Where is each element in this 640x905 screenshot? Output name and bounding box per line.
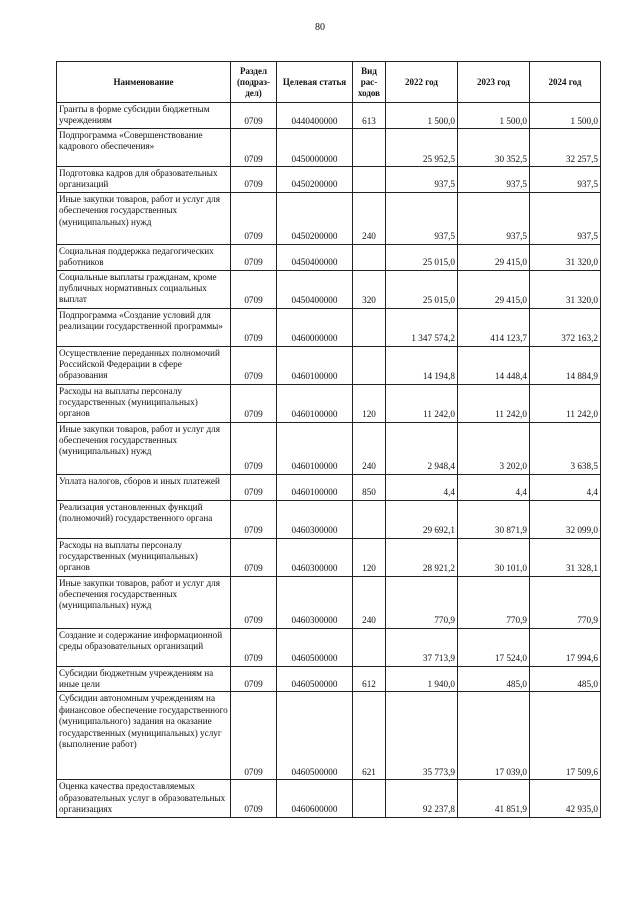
table-cell-expense-type bbox=[353, 500, 386, 538]
table-cell-2024: 31 328,1 bbox=[530, 538, 601, 576]
table-cell-section: 0709 bbox=[231, 780, 277, 817]
table-cell-article: 0460500000 bbox=[277, 666, 353, 692]
table-row bbox=[57, 628, 601, 666]
table-cell-2023: 41 851,9 bbox=[458, 780, 530, 817]
header-2022: 2022 год bbox=[386, 62, 458, 103]
table-cell-2023: 14 448,4 bbox=[458, 346, 530, 384]
table-cell-expense-type: 850 bbox=[353, 474, 386, 500]
table-cell-section: 0709 bbox=[231, 474, 277, 500]
table-cell-name: Уплата налогов, сборов и иных платежей bbox=[57, 474, 231, 500]
page-number: 80 bbox=[315, 22, 325, 33]
table-cell-article: 0450200000 bbox=[277, 167, 353, 193]
table-cell-2022: 937,5 bbox=[386, 192, 458, 244]
table-cell-section: 0709 bbox=[231, 692, 277, 780]
table-cell-expense-type: 240 bbox=[353, 576, 386, 628]
table-cell-name: Социальные выплаты гражданам, кроме публичных нормативных социальных выплат bbox=[57, 270, 231, 308]
table-cell-section: 0709 bbox=[231, 500, 277, 538]
table-cell-2024: 1 500,0 bbox=[530, 103, 601, 129]
table-row bbox=[57, 270, 601, 308]
header-2024: 2024 год bbox=[530, 62, 601, 103]
table-row bbox=[57, 192, 601, 244]
table-cell-name: Подпрограмма «Совершенствование кадрового обеспечения» bbox=[57, 129, 231, 167]
table-cell-2022: 25 952,5 bbox=[386, 129, 458, 167]
table-cell-expense-type: 120 bbox=[353, 384, 386, 422]
header-article: Целевая статья bbox=[277, 62, 353, 103]
table-cell-article: 0460100000 bbox=[277, 346, 353, 384]
table-cell-article: 0460100000 bbox=[277, 474, 353, 500]
table-cell-expense-type bbox=[353, 308, 386, 346]
table-cell-section: 0709 bbox=[231, 129, 277, 167]
table-cell-name: Расходы на выплаты персоналу государственных (муниципальных) органов bbox=[57, 384, 231, 422]
table-cell-2022: 37 713,9 bbox=[386, 628, 458, 666]
table-row bbox=[57, 167, 601, 193]
table-row bbox=[57, 780, 601, 817]
table-cell-section: 0709 bbox=[231, 346, 277, 384]
table-cell-2024: 31 320,0 bbox=[530, 270, 601, 308]
table-cell-name: Иные закупки товаров, работ и услуг для обеспечения государственных (муниципальных) нужд bbox=[57, 576, 231, 628]
table-cell-2023: 11 242,0 bbox=[458, 384, 530, 422]
table-cell-article: 0460000000 bbox=[277, 308, 353, 346]
table-row bbox=[57, 692, 601, 780]
table-cell-name: Субсидии автономным учреждениям на финансовое обеспечение государственного (муниципального) задания на оказание государственных (муниципальных) услуг (выполнение работ) bbox=[57, 692, 231, 780]
table-cell-name: Создание и содержание информационной среды образовательных организаций bbox=[57, 628, 231, 666]
table-cell-2024: 3 638,5 bbox=[530, 422, 601, 474]
table-cell-2023: 17 039,0 bbox=[458, 692, 530, 780]
table-cell-article: 0460600000 bbox=[277, 780, 353, 817]
table-cell-section: 0709 bbox=[231, 422, 277, 474]
table-cell-section: 0709 bbox=[231, 192, 277, 244]
table-cell-2023: 937,5 bbox=[458, 167, 530, 193]
table-row bbox=[57, 103, 601, 129]
table-cell-expense-type: 240 bbox=[353, 422, 386, 474]
table-cell-2023: 3 202,0 bbox=[458, 422, 530, 474]
table-cell-name: Подготовка кадров для образовательных организаций bbox=[57, 167, 231, 193]
table-cell-2022: 4,4 bbox=[386, 474, 458, 500]
table-cell-2022: 11 242,0 bbox=[386, 384, 458, 422]
table-cell-section: 0709 bbox=[231, 270, 277, 308]
table-cell-2023: 414 123,7 bbox=[458, 308, 530, 346]
table-cell-expense-type: 613 bbox=[353, 103, 386, 129]
table-cell-2023: 937,5 bbox=[458, 192, 530, 244]
table-cell-article: 0460500000 bbox=[277, 692, 353, 780]
table-cell-name: Расходы на выплаты персоналу государственных (муниципальных) органов bbox=[57, 538, 231, 576]
table-cell-2024: 372 163,2 bbox=[530, 308, 601, 346]
table-cell-2023: 29 415,0 bbox=[458, 270, 530, 308]
table-row bbox=[57, 129, 601, 167]
table-cell-2022: 937,5 bbox=[386, 167, 458, 193]
table-row bbox=[57, 666, 601, 692]
table-cell-2023: 17 524,0 bbox=[458, 628, 530, 666]
table-cell-expense-type: 621 bbox=[353, 692, 386, 780]
table-cell-expense-type: 240 bbox=[353, 192, 386, 244]
table-cell-2024: 485,0 bbox=[530, 666, 601, 692]
table-cell-name: Оценка качества предоставляемых образовательных услуг в образовательных организациях bbox=[57, 780, 231, 817]
table-cell-2023: 485,0 bbox=[458, 666, 530, 692]
table-cell-section: 0709 bbox=[231, 244, 277, 270]
table-cell-expense-type bbox=[353, 129, 386, 167]
table-cell-2022: 1 940,0 bbox=[386, 666, 458, 692]
table-cell-article: 0460300000 bbox=[277, 576, 353, 628]
table-cell-name: Гранты в форме субсидии бюджетным учреждениям bbox=[57, 103, 231, 129]
table-cell-2024: 17 509,6 bbox=[530, 692, 601, 780]
table-cell-2022: 28 921,2 bbox=[386, 538, 458, 576]
table-cell-name: Иные закупки товаров, работ и услуг для обеспечения государственных (муниципальных) нужд bbox=[57, 192, 231, 244]
table-cell-section: 0709 bbox=[231, 167, 277, 193]
table-cell-2024: 42 935,0 bbox=[530, 780, 601, 817]
table-row bbox=[57, 538, 601, 576]
table-cell-article: 0460300000 bbox=[277, 538, 353, 576]
table-cell-2024: 32 257,5 bbox=[530, 129, 601, 167]
table-cell-2022: 25 015,0 bbox=[386, 270, 458, 308]
table-cell-name: Субсидии бюджетным учреждениям на иные цели bbox=[57, 666, 231, 692]
table-cell-2024: 937,5 bbox=[530, 167, 601, 193]
table-cell-expense-type bbox=[353, 244, 386, 270]
table-cell-section: 0709 bbox=[231, 666, 277, 692]
header-name: Наименование bbox=[57, 62, 231, 103]
table-row bbox=[57, 244, 601, 270]
table-cell-2024: 14 884,9 bbox=[530, 346, 601, 384]
table-cell-article: 0460500000 bbox=[277, 628, 353, 666]
table-cell-name: Подпрограмма «Создание условий для реализации государственной программы» bbox=[57, 308, 231, 346]
table-cell-section: 0709 bbox=[231, 103, 277, 129]
table-cell-expense-type: 120 bbox=[353, 538, 386, 576]
table-cell-expense-type: 612 bbox=[353, 666, 386, 692]
table-cell-article: 0460100000 bbox=[277, 422, 353, 474]
table-cell-2024: 31 320,0 bbox=[530, 244, 601, 270]
table-row bbox=[57, 346, 601, 384]
table-cell-2022: 14 194,8 bbox=[386, 346, 458, 384]
table-cell-2023: 770,9 bbox=[458, 576, 530, 628]
header-2023: 2023 год bbox=[458, 62, 530, 103]
table-row bbox=[57, 384, 601, 422]
table-row bbox=[57, 474, 601, 500]
table-cell-section: 0709 bbox=[231, 384, 277, 422]
table-cell-2022: 770,9 bbox=[386, 576, 458, 628]
table-cell-2022: 25 015,0 bbox=[386, 244, 458, 270]
table-cell-2023: 30 101,0 bbox=[458, 538, 530, 576]
table-cell-2022: 1 347 574,2 bbox=[386, 308, 458, 346]
table-cell-name: Иные закупки товаров, работ и услуг для обеспечения государственных (муниципальных) нужд bbox=[57, 422, 231, 474]
table-cell-2023: 30 871,9 bbox=[458, 500, 530, 538]
table-cell-article: 0450000000 bbox=[277, 129, 353, 167]
table-cell-2024: 770,9 bbox=[530, 576, 601, 628]
table-cell-name: Социальная поддержка педагогических работников bbox=[57, 244, 231, 270]
table-cell-expense-type bbox=[353, 628, 386, 666]
table-cell-2024: 11 242,0 bbox=[530, 384, 601, 422]
table-cell-article: 0450200000 bbox=[277, 192, 353, 244]
table-cell-expense-type: 320 bbox=[353, 270, 386, 308]
budget-table bbox=[56, 61, 601, 818]
table-cell-2022: 35 773,9 bbox=[386, 692, 458, 780]
table-cell-article: 0460300000 bbox=[277, 500, 353, 538]
table-cell-expense-type bbox=[353, 167, 386, 193]
table-row bbox=[57, 422, 601, 474]
table-cell-section: 0709 bbox=[231, 576, 277, 628]
table-cell-2024: 937,5 bbox=[530, 192, 601, 244]
header-section: Раздел (подраз-дел) bbox=[231, 62, 277, 103]
table-cell-article: 0450400000 bbox=[277, 270, 353, 308]
table-cell-2024: 17 994,6 bbox=[530, 628, 601, 666]
table-cell-2022: 29 692,1 bbox=[386, 500, 458, 538]
table-cell-article: 0450400000 bbox=[277, 244, 353, 270]
table-cell-2022: 2 948,4 bbox=[386, 422, 458, 474]
table-cell-section: 0709 bbox=[231, 308, 277, 346]
table-cell-2023: 30 352,5 bbox=[458, 129, 530, 167]
table-cell-2024: 4,4 bbox=[530, 474, 601, 500]
table-header-row bbox=[57, 62, 601, 103]
table-row bbox=[57, 308, 601, 346]
table-cell-name: Осуществление переданных полномочий Российской Федерации в сфере образования bbox=[57, 346, 231, 384]
table-cell-expense-type bbox=[353, 780, 386, 817]
table-cell-article: 0440400000 bbox=[277, 103, 353, 129]
table-cell-section: 0709 bbox=[231, 628, 277, 666]
table-cell-2022: 1 500,0 bbox=[386, 103, 458, 129]
table-cell-2023: 29 415,0 bbox=[458, 244, 530, 270]
table-row bbox=[57, 500, 601, 538]
table-cell-2022: 92 237,8 bbox=[386, 780, 458, 817]
table-cell-2024: 32 099,0 bbox=[530, 500, 601, 538]
table-row bbox=[57, 576, 601, 628]
table-cell-section: 0709 bbox=[231, 538, 277, 576]
table-cell-article: 0460100000 bbox=[277, 384, 353, 422]
table-cell-2023: 4,4 bbox=[458, 474, 530, 500]
table-cell-expense-type bbox=[353, 346, 386, 384]
table-cell-name: Реализация установленных функций (полномочий) государственного органа bbox=[57, 500, 231, 538]
table-cell-2023: 1 500,0 bbox=[458, 103, 530, 129]
header-expense-type: Вид рас-ходов bbox=[353, 62, 386, 103]
